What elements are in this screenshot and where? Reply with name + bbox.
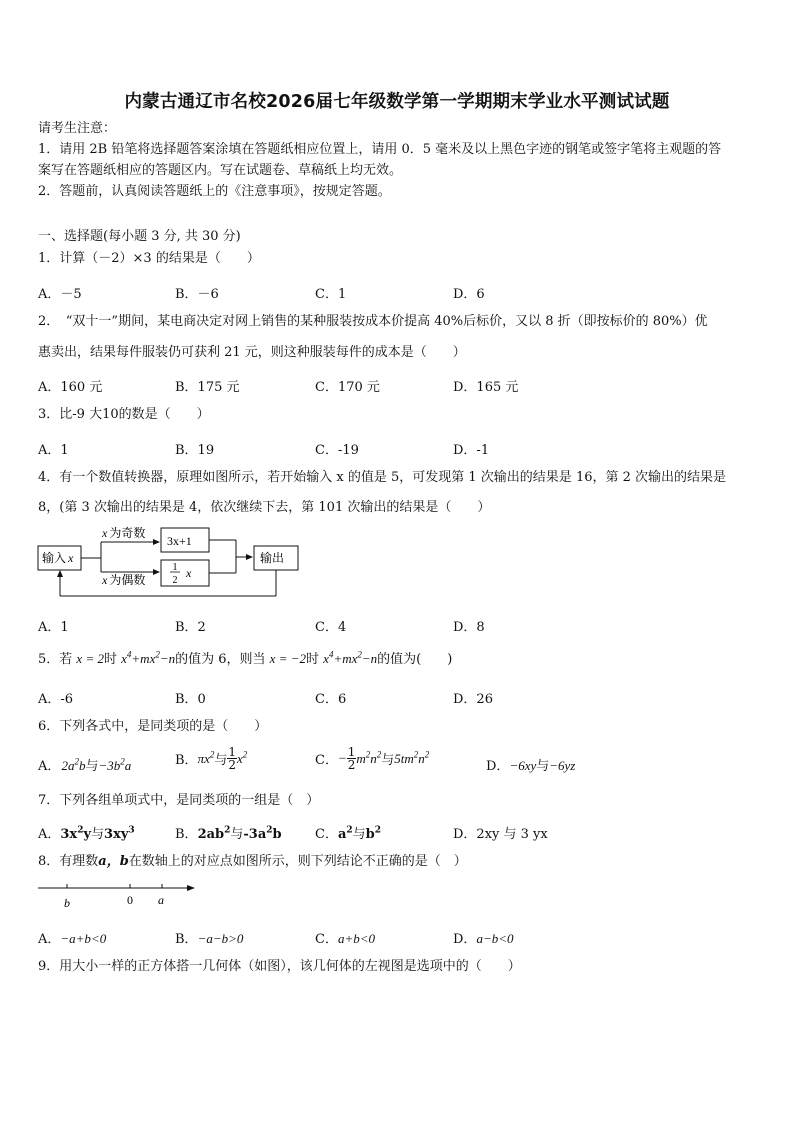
q5-option-b[interactable]: B．0 — [175, 692, 206, 707]
q8-stem: 8．有理数a，b在数轴上的对应点如图所示，则下列结论不正确的是（ ） — [38, 854, 467, 869]
q4-option-c[interactable]: C．4 — [315, 620, 347, 635]
notice-item-1-line-2: 案写在答题纸相应的答题区内。写在试题卷、草稿纸上均无效。 — [38, 163, 403, 178]
input-label: 输入 x — [42, 551, 74, 565]
number-line — [36, 880, 198, 912]
q7-option-a[interactable]: A．$3x^2y$与$3xy^3$ — [38, 825, 135, 842]
q3-stem: 3．比-9 大10的数是（ ） — [38, 407, 210, 422]
label-a: a — [158, 893, 164, 907]
q4-option-b[interactable]: B．2 — [175, 620, 206, 635]
odd-label: x 为奇数 — [102, 526, 146, 540]
q9-stem: 9．用大小一样的正方体搭一几何体（如图），该几何体的左视图是选项中的（ ） — [38, 959, 521, 974]
q1-option-d[interactable]: D．6 — [453, 287, 485, 302]
q4-option-a[interactable]: A．1 — [38, 620, 69, 635]
q2-option-b[interactable]: B．175 元 — [175, 380, 240, 395]
q7-stem: 7．下列各组单项式中，是同类项的一组是（ ） — [38, 793, 320, 808]
q3-option-a[interactable]: A．1 — [38, 443, 69, 458]
q7-option-d[interactable]: D．2xy 与 3 yx — [453, 827, 548, 842]
q5-option-d[interactable]: D．26 — [453, 692, 493, 707]
page-title: 内蒙古通辽市名校2026届七年级数学第一学期期末学业水平测试试题 — [124, 92, 670, 112]
q1-option-a[interactable]: A．－5 — [38, 287, 82, 302]
notice-item-1-line-1: 1．请用 2B 铅笔将选择题答案涂填在答题纸相应位置上，请用 0．5 毫米及以上黑色字迹的钢笔或签字笔将主观题的答 — [38, 142, 722, 157]
q2-option-a[interactable]: A．160 元 — [38, 380, 103, 395]
q7-option-c[interactable]: C．$a^2$与$b^2$ — [315, 825, 382, 842]
even-op-box — [161, 560, 209, 586]
q5-option-c[interactable]: C．6 — [315, 692, 347, 707]
q3-option-b[interactable]: B．19 — [175, 443, 215, 458]
output-label: 输出 — [260, 551, 285, 565]
q1-option-c[interactable]: C．1 — [315, 287, 347, 302]
q6-option-c[interactable]: C．− $\frac{1}{2}$ $m^2n^2$与$5tm^2n^2$ — [315, 745, 430, 772]
q4-stem-line-2: 8，(第 3 次输出的结果是 4，依次继续下去，第 101 次输出的结果是（ ） — [38, 500, 491, 515]
q5-condition-1: x = 2 — [76, 651, 104, 666]
q1-stem: 1．计算（－2）×3 的结果是（ ） — [38, 251, 260, 266]
q6-option-d[interactable]: D．−6xy与−6yz — [486, 758, 576, 774]
q6-option-a[interactable]: A． $2a^2b$与$-3b^2a$ — [38, 756, 132, 774]
q8-option-a[interactable]: A．−a+b<0 — [38, 931, 107, 947]
q2-stem-line-1: 2． “双十一”期间，某电商决定对网上销售的某种服装按成本价提高 40%后标价，又以 8 折（即按标价的 80%）优 — [38, 314, 708, 329]
q8-option-c[interactable]: C．a+b<0 — [315, 931, 375, 947]
notice-heading: 请考生注意： — [38, 121, 117, 136]
half-denominator: 2 — [172, 575, 178, 586]
label-b: b — [64, 896, 70, 910]
q8-option-b[interactable]: B．−a−b>0 — [175, 931, 244, 947]
q5-option-a[interactable]: A．-6 — [38, 692, 74, 707]
q2-option-d[interactable]: D．165 元 — [453, 380, 519, 395]
half-x: x — [186, 566, 192, 580]
odd-op-text: 3x+1 — [167, 534, 192, 548]
q6-stem: 6．下列各式中，是同类项的是（ ） — [38, 719, 268, 734]
section-heading: 一、选择题(每小题 3 分, 共 30 分) — [38, 229, 241, 244]
q5-stem: 5．若 x = 2时 $x^4+mx^2-n$的值为 6，则当 x = −2时 $x^4+mx^2-n$的值为( ) — [38, 649, 453, 667]
q3-option-d[interactable]: D．-1 — [453, 443, 490, 458]
q2-option-c[interactable]: C．170 元 — [315, 380, 380, 395]
even-label: x 为偶数 — [102, 573, 146, 587]
half-numerator: 1 — [172, 562, 178, 573]
label-zero: 0 — [127, 893, 133, 907]
converter-diagram — [36, 522, 306, 602]
q7-option-b[interactable]: B．$2ab^2$与$-3a^2b$ — [175, 825, 282, 842]
q8-option-d[interactable]: D．a−b<0 — [453, 931, 514, 947]
q3-option-c[interactable]: C．-19 — [315, 443, 359, 458]
q6-option-b[interactable]: B．$\pi x^2$与 $\frac{1}{2}$ $x^2$ — [175, 745, 248, 772]
q5-condition-2: x = −2 — [269, 651, 306, 666]
q4-option-d[interactable]: D．8 — [453, 620, 485, 635]
q4-stem-line-1: 4．有一个数值转换器，原理如图所示，若开始输入 x 的值是 5，可发现第 1 次输出的结果是 16，第 2 次输出的结果是 — [38, 470, 727, 485]
q1-option-b[interactable]: B．－6 — [175, 287, 219, 302]
notice-item-2: 2．答题前，认真阅读答题纸上的《注意事项》，按规定答题。 — [38, 184, 391, 199]
q2-stem-line-2: 惠卖出，结果每件服装仍可获利 21 元，则这种服装每件的成本是（ ） — [38, 345, 466, 360]
